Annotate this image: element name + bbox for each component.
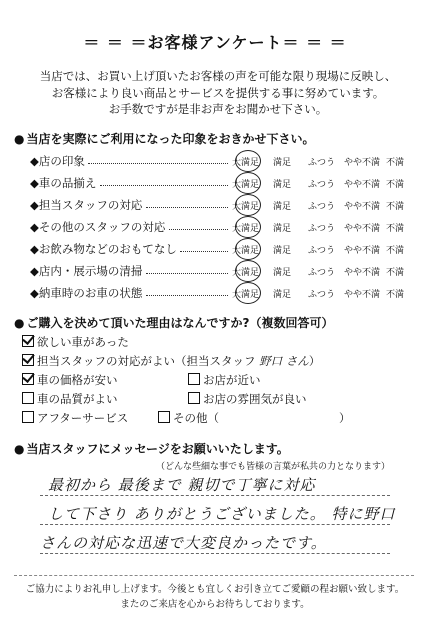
checkbox-icon[interactable] — [22, 392, 34, 404]
rating-option[interactable]: 大満足 — [232, 158, 260, 168]
rating-item-label — [30, 153, 85, 169]
rating-item-label — [30, 219, 165, 235]
rating-option[interactable]: 不満 — [386, 224, 405, 234]
bullet-icon: ● — [14, 316, 25, 330]
reason-label: 欲しい車があった — [37, 335, 129, 349]
reason-near[interactable] — [188, 372, 261, 388]
reason-label: お店が近い — [203, 373, 261, 387]
checkbox-checked-icon[interactable] — [22, 335, 34, 347]
section3-heading-text: 当店スタッフにメッセージをお願いいたします。 — [26, 442, 289, 456]
rating-option[interactable]: 満足 — [273, 290, 292, 300]
rating-option[interactable]: ふつう — [308, 180, 336, 190]
rating-option[interactable]: 不満 — [386, 290, 405, 300]
rating-option[interactable]: やや不満 — [344, 202, 381, 212]
checkbox-checked-icon[interactable] — [22, 354, 34, 366]
section2-heading — [14, 314, 333, 331]
footer-text — [0, 582, 430, 612]
message-text[interactable]: さんの対応な迅速で大変良かったです。 — [40, 534, 327, 552]
rating-item-text: 担当スタッフの対応 — [38, 198, 143, 212]
rating-option[interactable]: 不満 — [386, 180, 405, 190]
bullet-icon: ● — [14, 442, 25, 456]
rating-option[interactable]: 満足 — [273, 246, 292, 256]
section1-heading-text: 当店を実際にご利用になった印象をおきかせ下さい。 — [26, 132, 315, 146]
leader-dots — [100, 185, 229, 186]
rating-option[interactable]: ふつう — [308, 224, 336, 234]
rating-row — [30, 175, 425, 195]
rating-item-label — [30, 263, 142, 279]
rating-option[interactable]: 大満足 — [232, 290, 260, 300]
rating-option[interactable]: 大満足 — [232, 224, 260, 234]
checkbox-icon[interactable] — [188, 392, 200, 404]
reason-label: アフターサービス — [37, 411, 129, 425]
leader-dots — [88, 163, 228, 164]
selected-circle-mark — [235, 238, 261, 260]
leader-dots — [146, 273, 229, 274]
rating-option[interactable]: 大満足 — [232, 246, 260, 256]
rating-option[interactable]: 満足 — [273, 158, 292, 168]
rating-item-text: 店内・展示場の清掃 — [38, 264, 143, 278]
message-line — [40, 553, 390, 554]
selected-circle-mark — [235, 194, 261, 216]
message-note: （どんな些細な事でも皆様の言葉が私共の力となります） — [155, 462, 390, 472]
section1-heading — [14, 130, 315, 147]
bullet-icon: ● — [14, 132, 25, 146]
rating-option[interactable]: 不満 — [386, 158, 405, 168]
section3-heading — [14, 440, 289, 457]
reason-label: お店の雰囲気が良い — [203, 392, 307, 406]
leader-dots — [180, 251, 228, 252]
reason-want-car[interactable] — [22, 334, 129, 350]
reason-price[interactable] — [22, 372, 118, 388]
intro-line: お手数ですが是非お声をお聞かせ下さい。 — [108, 102, 328, 116]
rating-item-label — [30, 197, 142, 213]
rating-option[interactable]: やや不満 — [344, 246, 381, 256]
rating-option[interactable]: 大満足 — [232, 180, 260, 190]
reason-suffix: ） — [308, 354, 321, 368]
rating-row — [30, 153, 425, 173]
rating-option[interactable]: やや不満 — [344, 290, 381, 300]
rating-row — [30, 263, 425, 283]
rating-item-text: お飲み物などのおもてなし — [38, 242, 177, 256]
rating-item-text: 納車時のお車の状態 — [38, 286, 143, 300]
diamond-bullet-icon: ◆ — [30, 242, 39, 256]
message-line — [40, 524, 390, 525]
reason-label: 車の価格が安い — [37, 373, 118, 387]
leader-dots — [146, 207, 229, 208]
rating-option[interactable]: 満足 — [273, 268, 292, 278]
checkbox-checked-icon[interactable] — [22, 373, 34, 385]
reason-staff[interactable] — [22, 353, 320, 369]
diamond-bullet-icon: ◆ — [30, 286, 39, 300]
leader-dots — [146, 295, 229, 296]
rating-row — [30, 197, 425, 217]
rating-item-text: 車の品揃え — [38, 176, 97, 190]
rating-option[interactable]: ふつう — [308, 268, 336, 278]
rating-option[interactable]: やや不満 — [344, 224, 381, 234]
reason-other[interactable] — [158, 410, 351, 426]
selected-circle-mark — [235, 172, 261, 194]
reason-aftercare[interactable] — [22, 410, 128, 426]
selected-circle-mark — [235, 150, 261, 172]
checkbox-icon[interactable] — [158, 411, 170, 423]
message-text[interactable]: して下さり ありがとうございました。 特に野口 — [48, 505, 396, 523]
rating-option[interactable]: 大満足 — [232, 202, 260, 212]
section2-heading-text: ご購入を決めて頂いた理由はなんですか?（複数回答可） — [26, 316, 334, 330]
rating-option[interactable]: やや不満 — [344, 158, 381, 168]
rating-option[interactable]: ふつう — [308, 246, 336, 256]
diamond-bullet-icon: ◆ — [30, 198, 39, 212]
message-line — [40, 495, 390, 496]
leader-dots — [169, 229, 229, 230]
checkbox-icon[interactable] — [22, 411, 34, 423]
intro-text — [18, 68, 418, 118]
rating-option[interactable]: 不満 — [386, 202, 405, 212]
intro-line: 当店では、お買い上げ頂いたお客様の声を可能な限り現場に反映し、 — [39, 69, 397, 83]
selected-circle-mark — [235, 282, 261, 304]
rating-option[interactable]: やや不満 — [344, 180, 381, 190]
diamond-bullet-icon: ◆ — [30, 220, 39, 234]
rating-option[interactable]: ふつう — [308, 290, 336, 300]
staff-name-handwritten: 野口 さん — [259, 354, 309, 368]
diamond-bullet-icon: ◆ — [30, 154, 39, 168]
rating-item-text: その他のスタッフの対応 — [38, 220, 166, 234]
intro-line: お客様により良い商品とサービスを提供する事に努めています。 — [51, 85, 385, 100]
rating-item-text: 店の印象 — [38, 154, 85, 168]
selected-circle-mark — [235, 216, 261, 238]
reason-label: 車の品質がよい — [37, 392, 118, 406]
footer-line: またのご来店を心からお待ちしております。 — [120, 599, 310, 610]
rating-option[interactable]: ふつう — [308, 158, 336, 168]
rating-item-label — [30, 285, 142, 301]
rating-row — [30, 285, 425, 305]
form-title: ＝ ＝ ＝お客様アンケート＝ ＝ ＝ — [83, 33, 347, 52]
rating-option[interactable]: 満足 — [273, 180, 292, 190]
rating-option[interactable]: 満足 — [273, 202, 292, 212]
reason-label: その他（ — [173, 411, 219, 425]
footer-divider — [14, 575, 414, 576]
checkbox-icon[interactable] — [188, 373, 200, 385]
rating-option[interactable]: やや不満 — [344, 268, 381, 278]
rating-row — [30, 219, 425, 239]
rating-row — [30, 241, 425, 261]
reason-label: 担当スタッフの対応がよい（担当スタッフ — [37, 354, 256, 368]
footer-line: ご協力によりお礼申し上げます。今後とも宜しくお引き立てご愛顧の程お願い致します。 — [25, 584, 405, 595]
reason-suffix: ） — [339, 411, 351, 425]
rating-option[interactable]: 満足 — [273, 224, 292, 234]
rating-option[interactable]: 大満足 — [232, 268, 260, 278]
diamond-bullet-icon: ◆ — [30, 264, 39, 278]
rating-option[interactable]: ふつう — [308, 202, 336, 212]
diamond-bullet-icon: ◆ — [30, 176, 39, 190]
rating-option[interactable]: 不満 — [386, 246, 405, 256]
rating-item-label — [30, 175, 96, 191]
rating-option[interactable]: 不満 — [386, 268, 405, 278]
reason-quality[interactable] — [22, 391, 118, 407]
message-text[interactable]: 最初から 最後まで 親切で丁寧に対応 — [48, 476, 316, 494]
rating-item-label — [30, 241, 177, 257]
reason-atmosphere[interactable] — [188, 391, 307, 407]
selected-circle-mark — [235, 260, 261, 282]
